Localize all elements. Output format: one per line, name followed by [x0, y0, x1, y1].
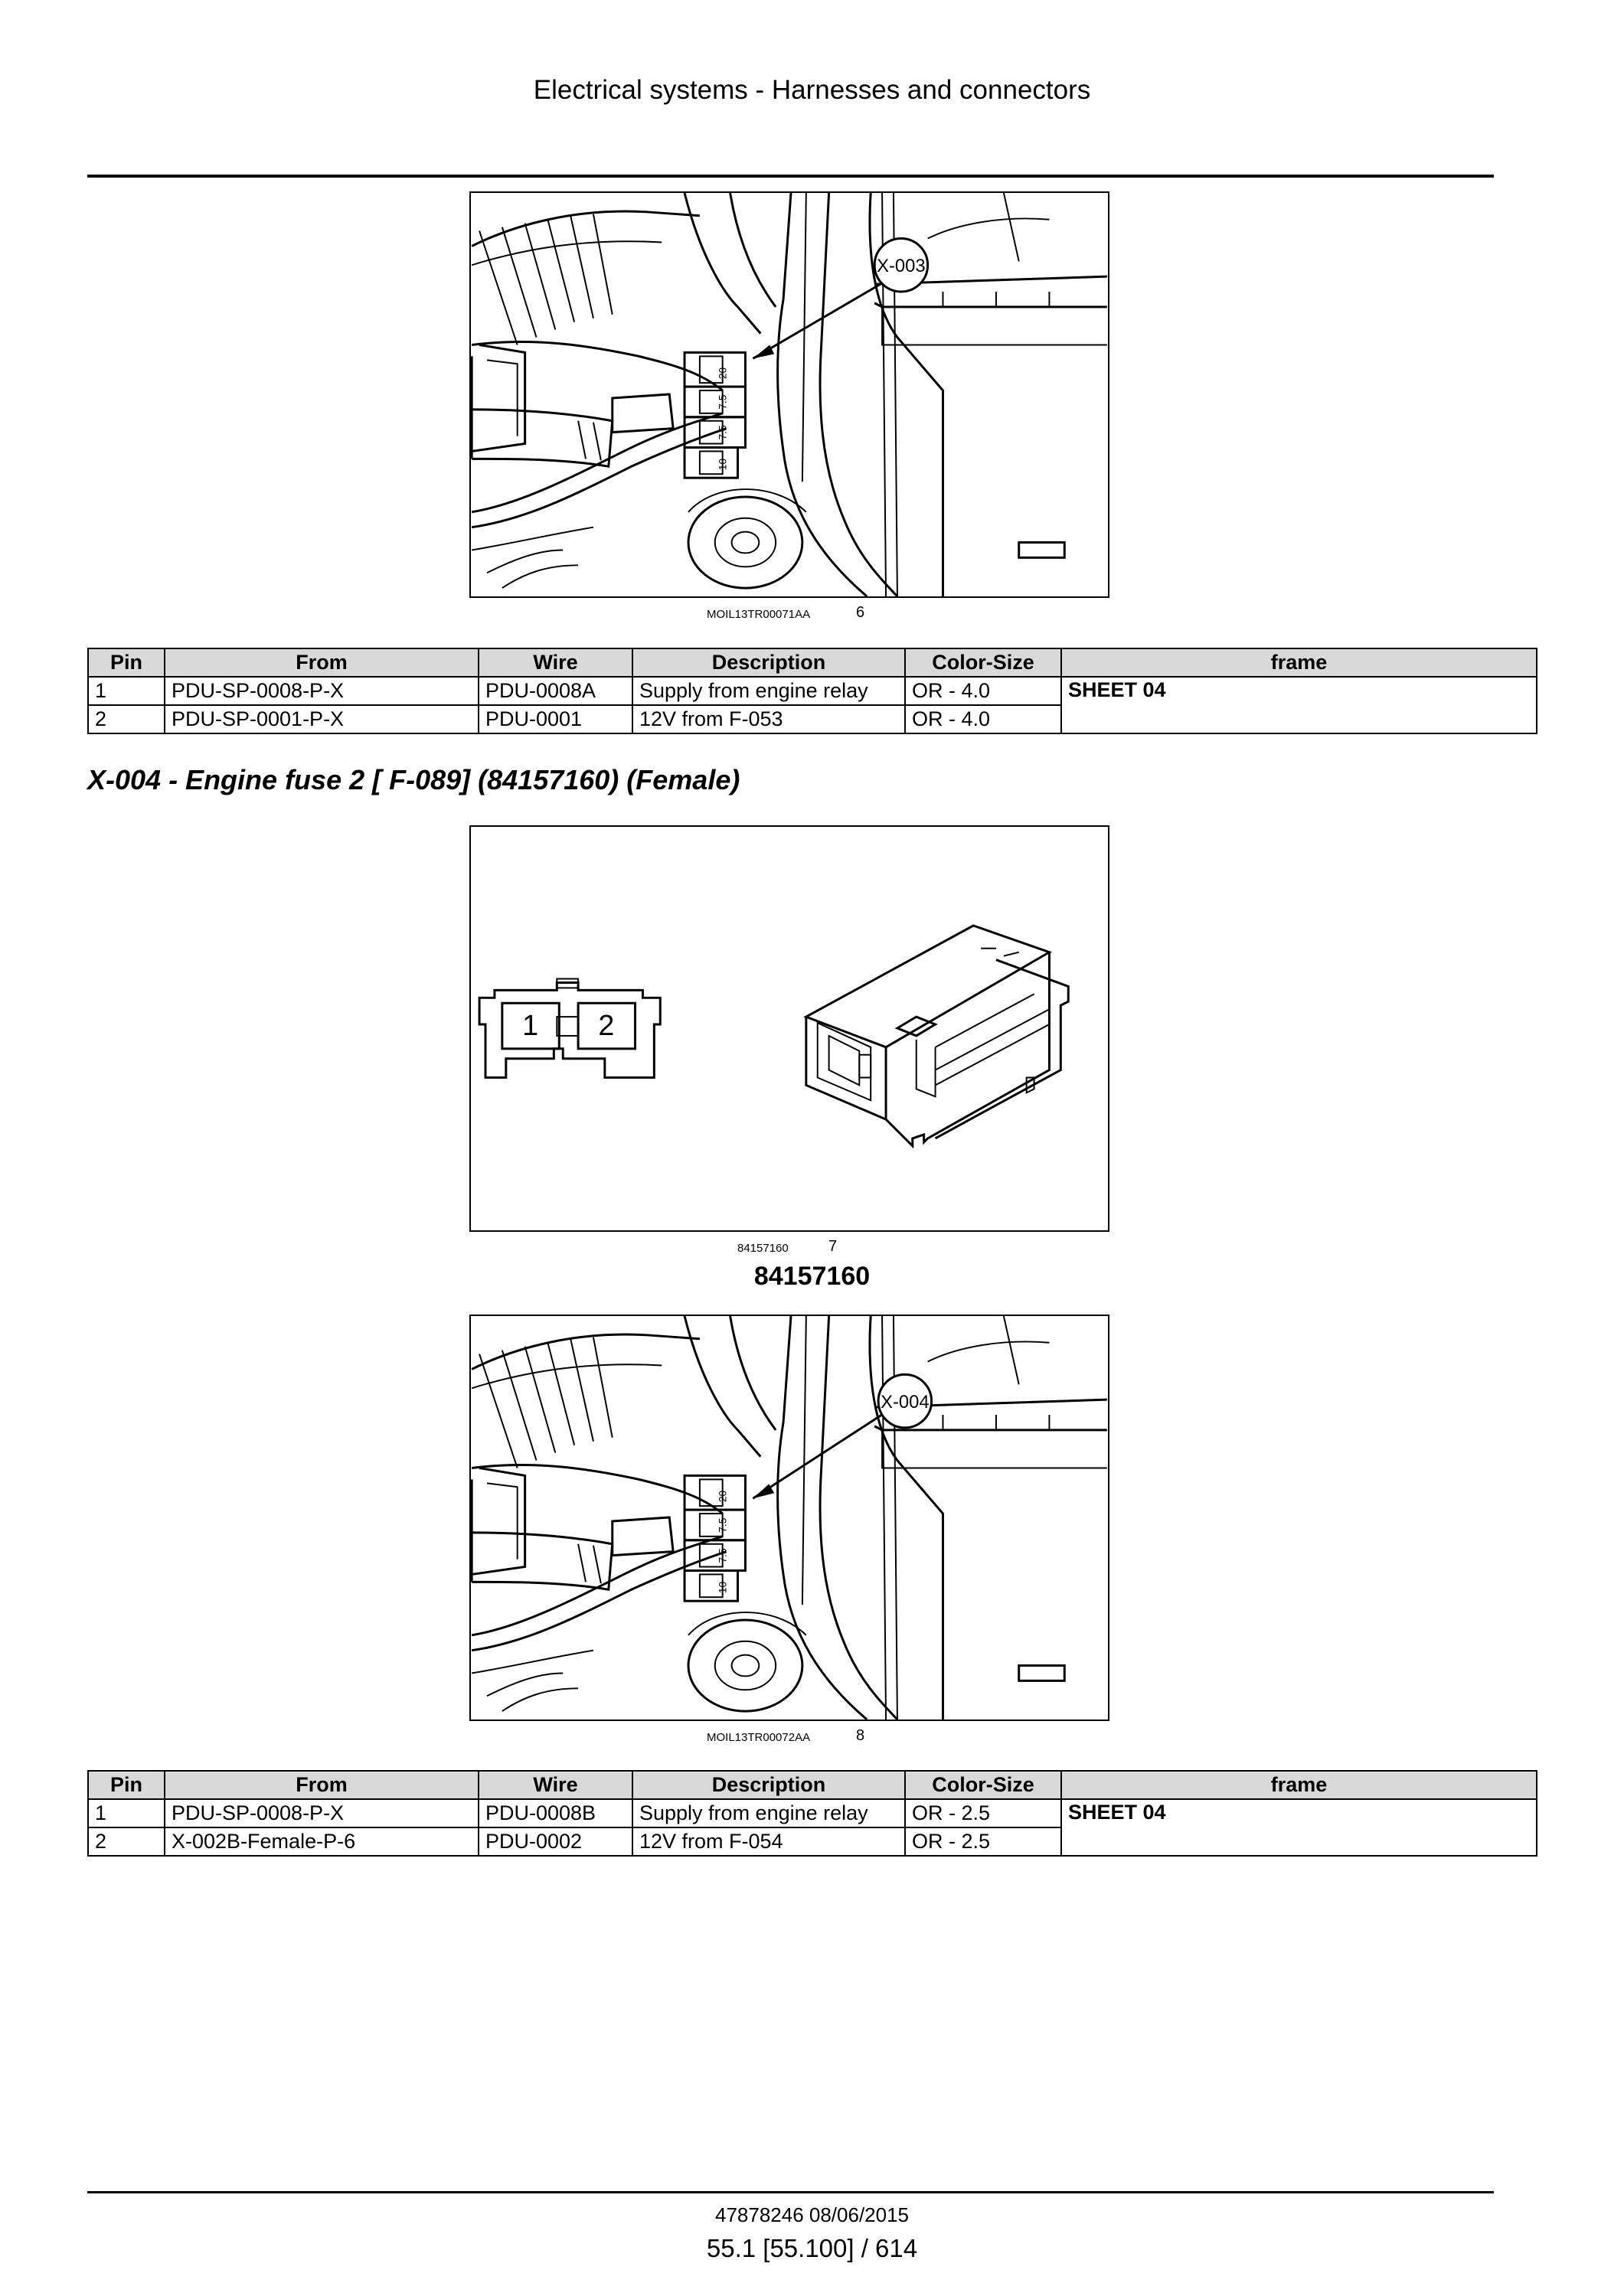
cell-color-size: OR - 4.0 [905, 677, 1061, 705]
page-header-title: Electrical systems - Harnesses and connectors [533, 75, 1091, 105]
footer-rule [87, 2191, 1494, 2193]
footer-page-reference: 55.1 [55.100] / 614 [706, 2234, 918, 2262]
section-heading-x004: X-004 - Engine fuse 2 [ F-089] (84157160) (Female) [87, 764, 740, 795]
figure-image-id: MOIL13TR00072AA [707, 1731, 811, 1744]
cell-pin: 2 [88, 1827, 165, 1856]
cell-wire: PDU-0002 [479, 1827, 632, 1856]
pin-label-2: 2 [598, 1008, 615, 1041]
figure-number: 8 [856, 1727, 865, 1744]
connector-face-view [479, 978, 660, 1077]
figure-number: 7 [828, 1238, 838, 1255]
cell-color-size: OR - 2.5 [905, 1799, 1061, 1827]
figure-image-id: MOIL13TR00071AA [707, 608, 811, 621]
pin-label-1: 1 [522, 1008, 539, 1041]
engine-bay-line-drawing [471, 1316, 1108, 1720]
fuse-label-1: 20 [716, 367, 729, 380]
cell-wire: PDU-0008B [479, 1799, 632, 1827]
callout-label: X-004 [881, 1392, 930, 1413]
header-rule [87, 175, 1494, 178]
cell-from: PDU-SP-0001-P-X [165, 705, 479, 733]
figure-image-id: 84157160 [737, 1242, 789, 1255]
column-header-from: From [165, 1771, 479, 1799]
figure-number: 6 [856, 604, 865, 621]
table-header-row [88, 648, 1537, 677]
cell-color-size: OR - 4.0 [905, 705, 1061, 733]
table-row [88, 1799, 1537, 1827]
callout-label: X-003 [877, 256, 926, 277]
cell-frame: SHEET 04 [1061, 1799, 1537, 1856]
cell-pin: 1 [88, 1799, 165, 1827]
cell-description: 12V from F-053 [632, 705, 905, 733]
fuse-label-4: 10 [716, 458, 729, 471]
column-header-pin: Pin [88, 1771, 165, 1799]
column-header-description: Description [632, 1771, 905, 1799]
connector-diagram-84157160 [469, 825, 1109, 1232]
column-header-pin: Pin [88, 648, 165, 677]
connector-table-x004 [87, 1770, 1537, 1857]
footer-document-reference: 47878246 08/06/2015 [714, 2203, 910, 2226]
engine-bay-line-drawing [471, 193, 1108, 596]
connector-isometric-view [806, 926, 1068, 1146]
fuse-label-4: 10 [716, 1581, 729, 1594]
column-header-color-size: Color-Size [905, 648, 1061, 677]
cell-description: Supply from engine relay [632, 1799, 905, 1827]
fuse-label-3: 7.5 [716, 1548, 729, 1563]
column-header-frame: frame [1061, 648, 1537, 677]
connector-location-photo-x003 [469, 191, 1109, 598]
part-number-label: 84157160 [753, 1262, 871, 1291]
column-header-color-size: Color-Size [905, 1771, 1061, 1799]
connector-table-x003 [87, 648, 1537, 734]
column-header-from: From [165, 648, 479, 677]
table-row [88, 677, 1537, 705]
connector-face-and-isometric-drawing [471, 827, 1108, 1230]
table-header-row [88, 1771, 1537, 1799]
column-header-wire: Wire [479, 648, 632, 677]
cell-from: PDU-SP-0008-P-X [165, 677, 479, 705]
fuse-label-2: 7.5 [716, 394, 729, 410]
column-header-wire: Wire [479, 1771, 632, 1799]
cell-from: X-002B-Female-P-6 [165, 1827, 479, 1856]
fuse-label-1: 20 [716, 1490, 729, 1503]
column-header-description: Description [632, 648, 905, 677]
cell-from: PDU-SP-0008-P-X [165, 1799, 479, 1827]
fuse-label-3: 7.5 [716, 425, 729, 440]
cell-frame: SHEET 04 [1061, 677, 1537, 733]
connector-location-photo-x004 [469, 1315, 1109, 1721]
cell-pin: 1 [88, 677, 165, 705]
cell-wire: PDU-0008A [479, 677, 632, 705]
fuse-label-2: 7.5 [716, 1517, 729, 1533]
cell-description: Supply from engine relay [632, 677, 905, 705]
cell-wire: PDU-0001 [479, 705, 632, 733]
column-header-frame: frame [1061, 1771, 1537, 1799]
cell-description: 12V from F-054 [632, 1827, 905, 1856]
cell-color-size: OR - 2.5 [905, 1827, 1061, 1856]
cell-pin: 2 [88, 705, 165, 733]
